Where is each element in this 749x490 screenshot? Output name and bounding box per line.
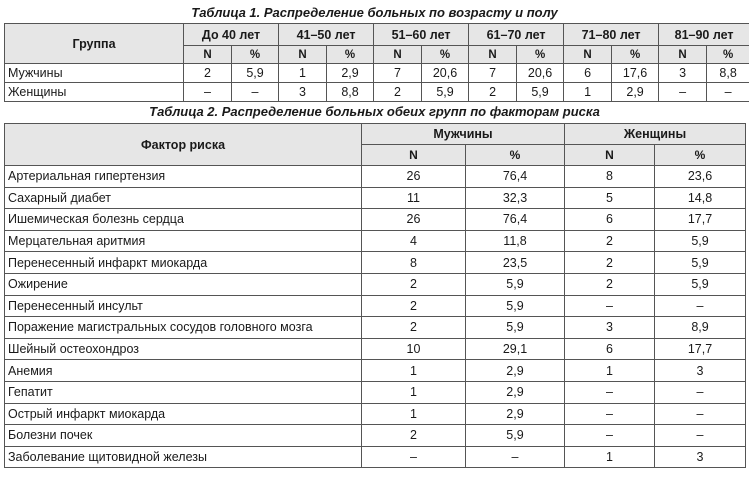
table2-caption: Таблица 2. Распределение больных обеих групп по факторам риска [149,104,600,119]
table-cell: 14,8 [655,187,746,209]
table1-caption: Таблица 1. Распределение больных по возрасту и полу [191,5,558,20]
pct-header: % [517,46,564,64]
table-cell: 7 [469,64,517,83]
table-cell: 8,8 [707,64,749,83]
age-group-header: 61–70 лет [469,24,564,46]
table-cell: 76,4 [466,209,565,231]
table-cell: 1 [565,360,655,382]
table-cell: – [655,381,746,403]
pct-header: % [707,46,749,64]
table-row [5,83,749,102]
n-header: N [469,46,517,64]
age-group-header: До 40 лет [184,24,279,46]
table-row [5,273,746,295]
table-cell: 1 [362,403,466,425]
table-cell: 2 [362,273,466,295]
table-cell: 5,9 [655,230,746,252]
table-cell: 8,8 [327,83,374,102]
table-cell: 1 [564,83,612,102]
n-header: N [564,46,612,64]
table-cell: 2 [469,83,517,102]
factor-header: Фактор риска [5,124,362,166]
table-cell: 17,6 [612,64,659,83]
risk-factor-label: Мерцательная аритмия [5,230,362,252]
table-cell: 5,9 [655,252,746,274]
n-header: N [374,46,422,64]
table-row [5,187,746,209]
men-header: Мужчины [362,124,565,145]
table-row [5,295,746,317]
table-cell: 5,9 [232,64,279,83]
risk-factor-label: Артериальная гипертензия [5,166,362,188]
table-cell: – [655,425,746,447]
table-cell: – [466,446,565,468]
table-cell: 5,9 [466,317,565,339]
table-cell: – [707,83,749,102]
table-cell: 3 [655,360,746,382]
table-cell: 20,6 [517,64,564,83]
pct-header: % [422,46,469,64]
risk-factor-label: Гепатит [5,381,362,403]
risk-factor-label: Острый инфаркт миокарда [5,403,362,425]
table-cell: 26 [362,209,466,231]
table-cell: 8 [565,166,655,188]
table-cell: 11,8 [466,230,565,252]
row-label: Мужчины [5,64,184,83]
n-header: N [279,46,327,64]
risk-factor-label: Анемия [5,360,362,382]
table-cell: – [565,403,655,425]
n-header: N [659,46,707,64]
table-row [5,425,746,447]
table-cell: 1 [362,360,466,382]
table-cell: 5,9 [517,83,564,102]
table-cell: 3 [565,317,655,339]
table-cell: 10 [362,338,466,360]
table-row [5,252,746,274]
table-cell: 2 [184,64,232,83]
table-cell: 4 [362,230,466,252]
table-cell: – [184,83,232,102]
row-label: Женщины [5,83,184,102]
table-row [5,230,746,252]
table-cell: 2,9 [466,360,565,382]
table-row [5,338,746,360]
table-cell: 2 [362,295,466,317]
table-cell: 1 [565,446,655,468]
table-cell: 2 [374,83,422,102]
table-cell: 5,9 [466,425,565,447]
table-cell: 5 [565,187,655,209]
pct-header: % [612,46,659,64]
table-cell: 2,9 [612,83,659,102]
table-cell: – [232,83,279,102]
women-header: Женщины [565,124,746,145]
table-cell: 2 [362,425,466,447]
group-header: Группа [5,24,184,64]
table-cell: 1 [279,64,327,83]
table-cell: – [659,83,707,102]
risk-factor-label: Сахарный диабет [5,187,362,209]
table-row [5,446,746,468]
age-group-header: 81–90 лет [659,24,749,46]
men-pct-header: % [466,145,565,166]
risk-factor-label: Перенесенный инфаркт миокарда [5,252,362,274]
table-cell: 11 [362,187,466,209]
risk-factor-label: Поражение магистральных сосудов головного мозга [5,317,362,339]
table-cell: 20,6 [422,64,469,83]
women-n-header: N [565,145,655,166]
table-cell: 2 [565,252,655,274]
table-row [5,360,746,382]
table-cell: 5,9 [466,295,565,317]
table-cell: 3 [659,64,707,83]
women-pct-header: % [655,145,746,166]
table-cell: 6 [565,338,655,360]
table-cell: 32,3 [466,187,565,209]
table-cell: 6 [564,64,612,83]
table-cell: 5,9 [466,273,565,295]
table-cell: 2 [362,317,466,339]
table-row [5,209,746,231]
table-cell: 23,6 [655,166,746,188]
table-cell: 26 [362,166,466,188]
n-header: N [184,46,232,64]
table-cell: – [565,425,655,447]
table-cell: 2,9 [466,381,565,403]
pct-header: % [232,46,279,64]
table-cell: 29,1 [466,338,565,360]
age-sex-table [4,23,749,102]
table-cell: 8,9 [655,317,746,339]
table-cell: – [565,295,655,317]
table-cell: – [565,381,655,403]
table-cell: 1 [362,381,466,403]
table-cell: 5,9 [655,273,746,295]
risk-factors-table [4,123,746,468]
table-cell: 17,7 [655,209,746,231]
table-cell: 23,5 [466,252,565,274]
table-row [5,403,746,425]
risk-factor-label: Ожирение [5,273,362,295]
table-cell: 2,9 [327,64,374,83]
risk-factor-label: Заболевание щитовидной железы [5,446,362,468]
men-n-header: N [362,145,466,166]
table-cell: 2 [565,230,655,252]
risk-factor-label: Перенесенный инсульт [5,295,362,317]
risk-factor-label: Шейный остеохондроз [5,338,362,360]
table-row [5,166,746,188]
table-cell: 8 [362,252,466,274]
table-cell: 17,7 [655,338,746,360]
table-row [5,64,749,83]
table-cell: 7 [374,64,422,83]
table-cell: 6 [565,209,655,231]
pct-header: % [327,46,374,64]
age-group-header: 71–80 лет [564,24,659,46]
table-cell: 2 [565,273,655,295]
age-group-header: 41–50 лет [279,24,374,46]
table-cell: 3 [279,83,327,102]
risk-factor-label: Болезни почек [5,425,362,447]
table-cell: 76,4 [466,166,565,188]
age-group-header: 51–60 лет [374,24,469,46]
table-cell: – [362,446,466,468]
table-row [5,317,746,339]
table-cell: – [655,295,746,317]
table-cell: 5,9 [422,83,469,102]
table-cell: 3 [655,446,746,468]
table-row [5,381,746,403]
table-cell: 2,9 [466,403,565,425]
risk-factor-label: Ишемическая болезнь сердца [5,209,362,231]
table-cell: – [655,403,746,425]
